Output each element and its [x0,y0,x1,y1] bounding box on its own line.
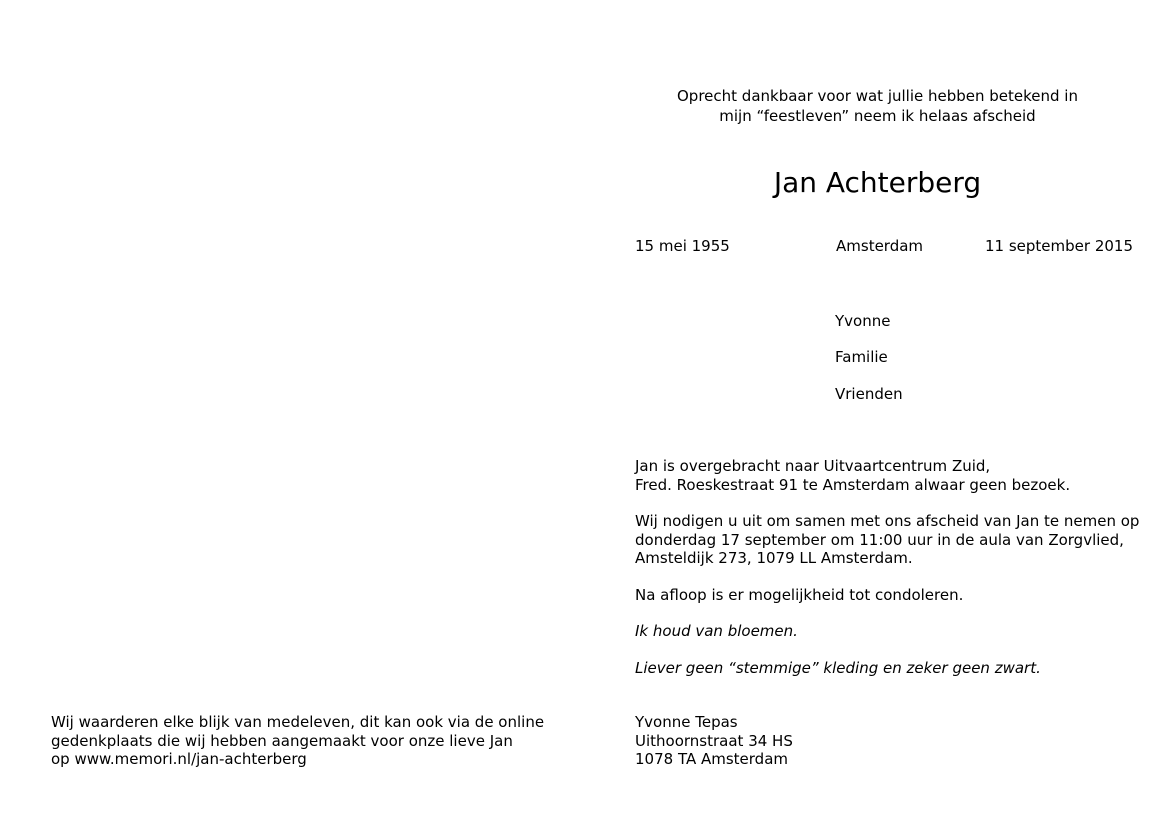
memorial-note [51,713,544,769]
flowers-text: Ik houd van bloemen. [635,622,798,640]
deceased-name: Jan Achterberg [773,166,982,199]
invitation-line: Amsteldijk 273, 1079 LL Amsterdam. [635,549,913,567]
place: Amsterdam [836,237,924,255]
transfer-paragraph [635,457,1070,494]
intro-line: mijn “feestleven” neem ik helaas afscheid [719,107,1036,125]
correspondence-address [635,713,793,769]
death-date: 11 september 2015 [985,237,1134,255]
intro-text [640,86,1115,126]
family-member: Familie [835,348,888,366]
invitation-paragraph [635,512,1139,568]
invitation-line: Wij nodigen u uit om samen met ons afscheid van Jan te nemen op [635,512,1140,530]
birth-date: 15 mei 1955 [635,237,730,255]
memorial-line: gedenkplaats die wij hebben aangemaakt voor onze lieve Jan [51,731,513,750]
clothing-text: Liever geen “stemmige” kleding en zeker geen zwart. [635,659,1041,677]
family-member: Yvonne [835,312,891,330]
condolence-text: Na afloop is er mogelijkheid tot condoleren. [635,586,964,604]
invitation-line: donderdag 17 september om 11:00 uur in de aula van Zorgvlied, [635,530,1124,549]
transfer-line: Fred. Roeskestraat 91 te Amsterdam alwaar geen bezoek. [635,475,1071,494]
address-line: Yvonne Tepas [635,713,738,731]
memorial-line: Wij waarderen elke blijk van medeleven, dit kan ook via de online [51,713,545,731]
family-member: Vrienden [835,385,903,403]
intro-line: Oprecht dankbaar voor wat jullie hebben betekend in [677,87,1078,105]
address-line: Uithoornstraat 34 HS [635,731,793,750]
address-line: 1078 TA Amsterdam [635,750,788,768]
memorial-line: op www.memori.nl/jan-achterberg [51,750,307,768]
transfer-line: Jan is overgebracht naar Uitvaartcentrum Zuid, [635,457,991,475]
